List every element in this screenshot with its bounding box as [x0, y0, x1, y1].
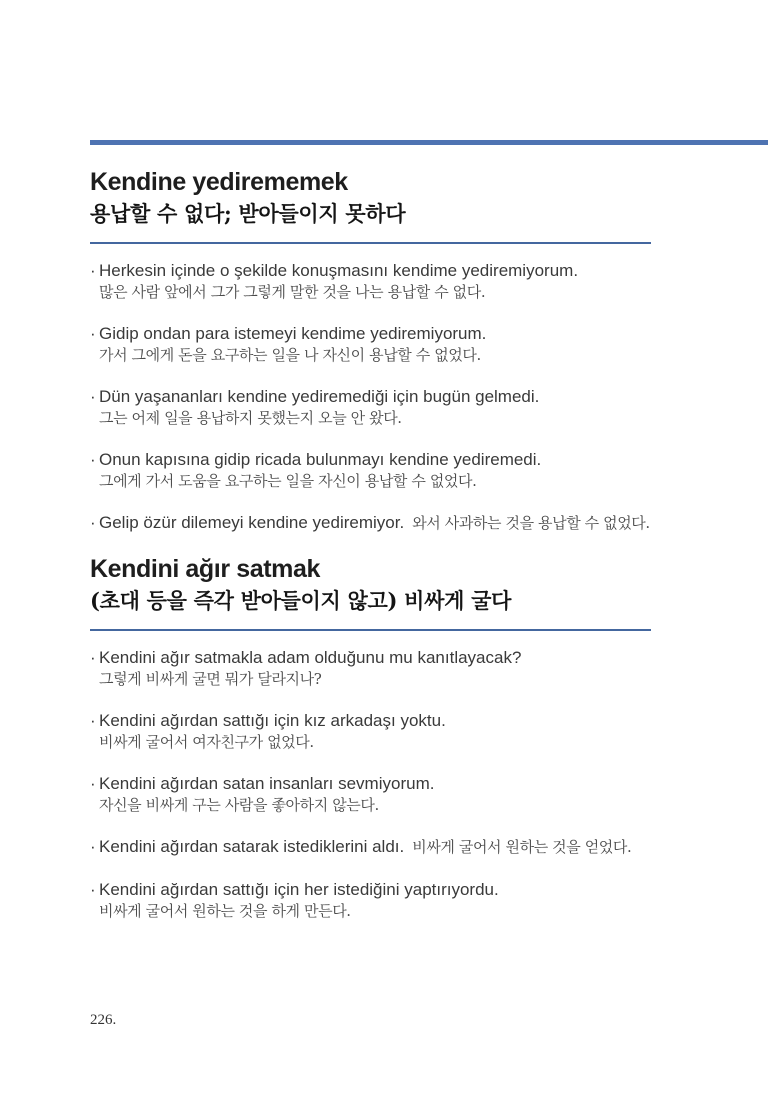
example-list	[90, 648, 651, 920]
example-turkish-line	[90, 837, 651, 857]
example-turkish-line	[90, 880, 651, 900]
example-korean: 그렇게 비싸게 굴면 뭐가 달라지나?	[99, 670, 322, 688]
bullet-dot: ·	[90, 837, 96, 856]
example-turkish: Kendini ağırdan sattığı için her istediğini yaptırıyordu.	[99, 880, 499, 899]
example-korean: 그에게 가서 도움을 요구하는 일을 자신이 용납할 수 없었다.	[99, 472, 477, 490]
example-turkish: Kendini ağırdan satarak istediklerini aldı.	[99, 837, 405, 856]
section-kendini-agir-satmak	[90, 556, 651, 920]
example-turkish: Onun kapısına gidip ricada bulunmayı kendine yediremedi.	[99, 450, 542, 469]
example-turkish-line	[90, 324, 651, 344]
example-turkish: Gelip özür dilemeyi kendine yediremiyor.	[99, 513, 405, 532]
example-item	[90, 774, 651, 814]
bullet-dot: ·	[90, 387, 96, 406]
example-turkish: Kendini ağır satmakla adam olduğunu mu kanıtlayacak?	[99, 648, 522, 667]
section-kendine-yedirememek	[90, 169, 651, 533]
bullet-dot: ·	[90, 513, 96, 532]
section-title: Kendini ağır satmak	[90, 555, 320, 583]
example-turkish-line	[90, 711, 651, 731]
example-korean: 비싸게 굴어서 여자친구가 없었다.	[99, 733, 314, 751]
example-turkish-line	[90, 450, 651, 470]
example-turkish: Kendini ağırdan satan insanları sevmiyorum.	[99, 774, 435, 793]
example-item	[90, 324, 651, 364]
section-subtitle-korean: 용납할 수 없다; 받아들이지 못하다	[90, 201, 406, 226]
example-list	[90, 261, 651, 533]
example-item	[90, 837, 651, 857]
section-title: Kendine yedirememek	[90, 168, 348, 196]
bullet-dot: ·	[90, 648, 96, 667]
example-turkish: Herkesin içinde o şekilde konuşmasını kendime yediremiyorum.	[99, 261, 579, 280]
bullet-dot: ·	[90, 450, 96, 469]
example-korean: 가서 그에게 돈을 요구하는 일을 나 자신이 용납할 수 없었다.	[99, 346, 481, 364]
example-turkish-line	[90, 513, 651, 533]
example-turkish-line	[90, 261, 651, 281]
bullet-dot: ·	[90, 880, 96, 899]
section-divider-rule	[90, 629, 651, 631]
example-turkish: Kendini ağırdan sattığı için kız arkadaşı yoktu.	[99, 711, 446, 730]
example-item	[90, 648, 651, 688]
page-content	[90, 0, 651, 943]
section-subtitle-korean: (초대 등을 즉각 받아들이지 않고) 비싸게 굴다	[90, 588, 512, 613]
example-korean: 많은 사람 앞에서 그가 그렇게 말한 것을 나는 용납할 수 없다.	[99, 283, 486, 301]
example-item	[90, 880, 651, 920]
example-item	[90, 513, 651, 533]
section-divider-rule	[90, 242, 651, 244]
example-korean: 비싸게 굴어서 원하는 것을 하게 만든다.	[99, 902, 351, 920]
example-item	[90, 261, 651, 301]
example-turkish-line	[90, 648, 651, 668]
example-korean-inline: 비싸게 굴어서 원하는 것을 얻었다.	[412, 838, 632, 856]
example-turkish-line	[90, 774, 651, 794]
example-item	[90, 711, 651, 751]
bullet-dot: ·	[90, 711, 96, 730]
bullet-dot: ·	[90, 774, 96, 793]
page-number: 226.	[90, 1012, 117, 1028]
example-turkish: Dün yaşananları kendine yediremediği için bugün gelmedi.	[99, 387, 540, 406]
example-turkish: Gidip ondan para istemeyi kendime yediremiyorum.	[99, 324, 487, 343]
bullet-dot: ·	[90, 261, 96, 280]
example-korean-inline: 와서 사과하는 것을 용납할 수 없었다.	[412, 514, 650, 532]
example-korean: 자신을 비싸게 구는 사람을 좋아하지 않는다.	[99, 796, 379, 814]
example-item	[90, 387, 651, 427]
example-item	[90, 450, 651, 490]
example-korean: 그는 어제 일을 용납하지 못했는지 오늘 안 왔다.	[99, 409, 402, 427]
bullet-dot: ·	[90, 324, 96, 343]
example-turkish-line	[90, 387, 651, 407]
